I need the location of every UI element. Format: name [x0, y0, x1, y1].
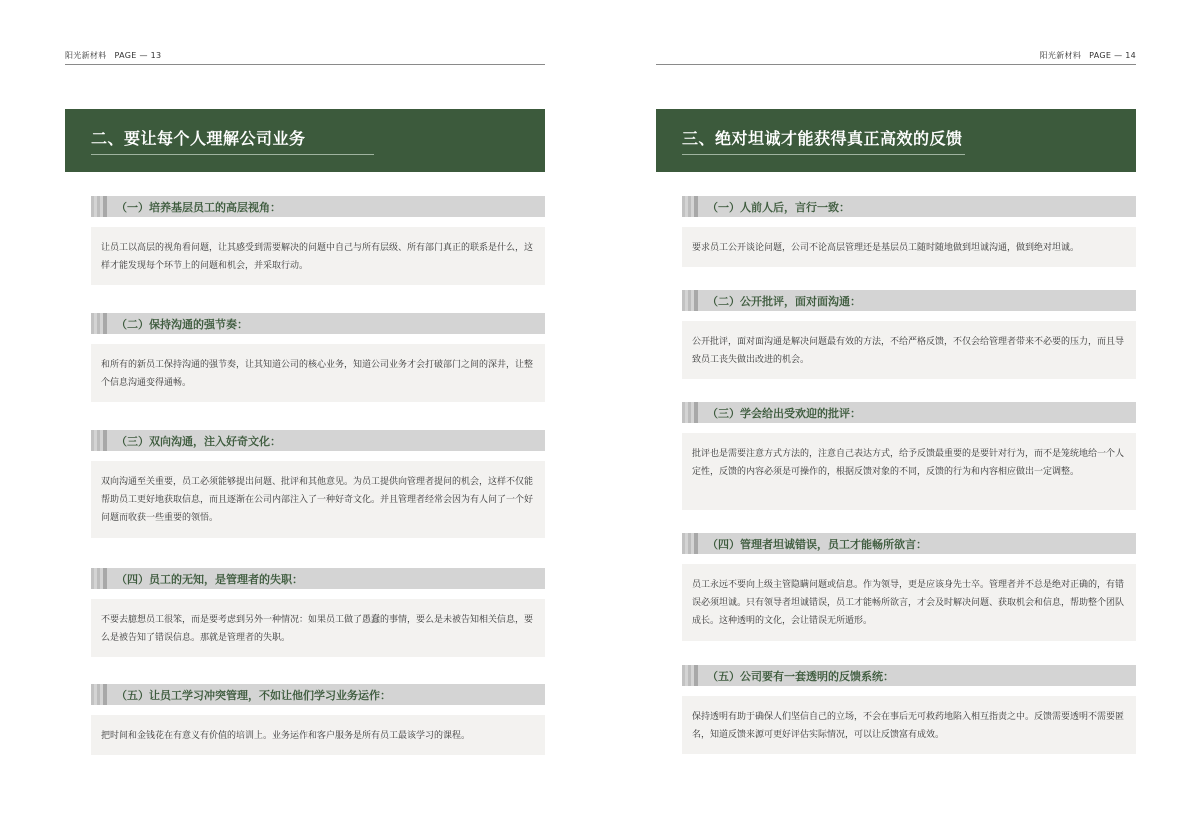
- section-heading: （三）双向沟通，注入好奇文化：: [116, 434, 281, 448]
- heading-stripes-icon: [682, 402, 701, 423]
- section-2: [91, 313, 545, 402]
- heading-stripes-icon: [91, 196, 110, 217]
- section-heading-bar: [91, 196, 545, 217]
- title-underline: [682, 154, 965, 155]
- section-heading-bar: [682, 196, 1136, 217]
- section-heading: （一）人前人后，言行一致：: [707, 200, 850, 214]
- heading-stripes-icon: [91, 430, 110, 451]
- heading-stripes-icon: [91, 568, 110, 589]
- section-heading-bar: [91, 568, 545, 589]
- chapter-title: 三、绝对坦诚才能获得真正高效的反馈: [682, 129, 963, 148]
- heading-stripes-icon: [682, 290, 701, 311]
- section-body: 双向沟通至关重要，员工必须能够提出问题、批评和其他意见。为员工提供向管理者提问的机会，这样不仅能帮助员工更好地获取信息，而且逐渐在公司内部注入了一种好奇文化。并且管理者经常会因为有人问了一个好问题而收获一些重要的领悟。: [91, 461, 545, 538]
- section-heading: （五）公司要有一套透明的反馈系统：: [707, 669, 894, 683]
- section-heading: （四）员工的无知，是管理者的失职：: [116, 572, 303, 586]
- section-heading: （二）保持沟通的强节奏：: [116, 317, 248, 331]
- section-heading: （四）管理者坦诚错误，员工才能畅所欲言：: [707, 537, 927, 551]
- header-divider: [656, 64, 1136, 65]
- running-header: [65, 50, 545, 61]
- section-4: [91, 568, 545, 657]
- heading-stripes-icon: [682, 196, 701, 217]
- section-body: 批评也是需要注意方式方法的，注意自己表达方式，给予反馈最重要的是要针对行为，而不是笼统地给一个人定性，反馈的内容必须是可操作的，根据反馈对象的不同，反馈的行为和内容相应做出一定调整。: [682, 433, 1136, 510]
- brand-name: 阳光新材料: [1039, 51, 1082, 60]
- section-heading-bar: [682, 402, 1136, 423]
- running-header: [656, 50, 1136, 61]
- section-body: 公开批评，面对面沟通是解决问题最有效的方法，不给严格反馈，不仅会给管理者带来不必要的压力，而且导致员工丧失做出改进的机会。: [682, 321, 1136, 379]
- section-heading: （二）公开批评，面对面沟通：: [707, 294, 861, 308]
- section-body: 保持透明有助于确保人们坚信自己的立场，不会在事后无可救药地陷入相互指责之中。反馈需要透明不需要匿名，知道反馈来源可更好评估实际情况，可以让反馈富有成效。: [682, 696, 1136, 754]
- section-5: [682, 665, 1136, 754]
- section-heading-bar: [682, 665, 1136, 686]
- section-heading: （一）培养基层员工的高层视角：: [116, 200, 281, 214]
- page-number: PAGE — 13: [114, 51, 162, 60]
- heading-stripes-icon: [682, 665, 701, 686]
- left-page: [65, 0, 545, 819]
- section-body: 和所有的新员工保持沟通的强节奏，让其知道公司的核心业务，知道公司业务才会打破部门之间的深井，让整个信息沟通变得通畅。: [91, 344, 545, 402]
- right-page: [656, 0, 1136, 819]
- heading-stripes-icon: [91, 684, 110, 705]
- page-number: PAGE — 14: [1089, 51, 1136, 60]
- section-heading-bar: [91, 430, 545, 451]
- section-1: [682, 196, 1136, 267]
- section-heading-bar: [91, 684, 545, 705]
- heading-stripes-icon: [682, 533, 701, 554]
- section-heading: （三）学会给出受欢迎的批评：: [707, 406, 861, 420]
- section-heading: （五）让员工学习冲突管理，不如让他们学习业务运作：: [116, 688, 391, 702]
- chapter-banner: [656, 109, 1136, 172]
- section-2: [682, 290, 1136, 379]
- heading-stripes-icon: [91, 313, 110, 334]
- section-heading-bar: [91, 313, 545, 334]
- section-heading-bar: [682, 290, 1136, 311]
- chapter-title: 二、要让每个人理解公司业务: [91, 129, 306, 148]
- section-3: [682, 402, 1136, 510]
- section-body: 把时间和金钱花在有意义有价值的培训上。业务运作和客户服务是所有员工最该学习的课程。: [91, 715, 545, 755]
- section-heading-bar: [682, 533, 1136, 554]
- section-body: 员工永远不要向上级主管隐瞒问题或信息。作为领导，更是应该身先士卒。管理者并不总是绝对正确的，有错误必须坦诚。只有领导者坦诚错误，员工才能畅所欲言，才会及时解决问题、获取机会和信息，帮助整个团队成长。这种透明的文化，会让错误无所遁形。: [682, 564, 1136, 641]
- section-4: [682, 533, 1136, 641]
- title-underline: [91, 154, 374, 155]
- brand-name: 阳光新材料: [65, 51, 107, 60]
- section-5: [91, 684, 545, 755]
- chapter-banner: [65, 109, 545, 172]
- section-body: 要求员工公开谈论问题，公司不论高层管理还是基层员工随时随地做到坦诚沟通，做到绝对坦诚。: [682, 227, 1136, 267]
- section-body: 不要去臆想员工很笨，而是要考虑到另外一种情况：如果员工做了愚蠢的事情，要么是未被告知相关信息，要么是被告知了错误信息。那就是管理者的失职。: [91, 599, 545, 657]
- section-1: [91, 196, 545, 285]
- header-divider: [65, 64, 545, 65]
- section-3: [91, 430, 545, 538]
- section-body: 让员工以高层的视角看问题，让其感受到需要解决的问题中自己与所有层级、所有部门真正的联系是什么，这样才能发现每个环节上的问题和机会，并采取行动。: [91, 227, 545, 285]
